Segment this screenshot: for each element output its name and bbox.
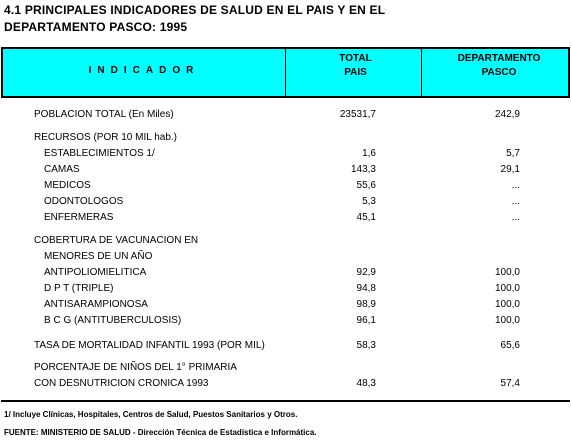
row-label: CON DESNUTRICION CRONICA 1993: [34, 378, 209, 389]
row-value-total-pais: 5,3: [362, 196, 376, 207]
table-row: [0, 210, 572, 226]
footnote-source: FUENTE: MINISTERIO DE SALUD - Dirección Técnica de Estadística e Informática.: [4, 428, 317, 437]
row-label: PORCENTAJE DE NIÑOS DEL 1° PRIMARIA: [34, 362, 237, 373]
table-row: [0, 233, 572, 249]
header-depto-line-1: DEPARTAMENTO: [457, 53, 541, 64]
row-label: B C G (ANTITUBERCULOSIS): [44, 315, 182, 326]
row-label: CAMAS: [44, 164, 80, 175]
row-value-pasco: 100,0: [494, 267, 520, 278]
row-value-total-pais: 98,9: [356, 299, 376, 310]
row-value-pasco: 29,1: [500, 164, 520, 175]
row-value-total-pais: 92,9: [356, 267, 376, 278]
header-departamento-label: [426, 52, 572, 80]
table-header: [1, 47, 570, 98]
row-value-pasco: 5,7: [506, 148, 520, 159]
footer-divider: [1, 400, 570, 402]
table-row: [0, 360, 572, 376]
table-row: [0, 178, 572, 194]
row-label: ENFERMERAS: [44, 212, 114, 223]
row-value-total-pais: 143,3: [350, 164, 376, 175]
header-total-label: [288, 52, 423, 80]
row-value-total-pais: 48,3: [356, 378, 376, 389]
row-label: ESTABLECIMIENTOS 1/: [44, 148, 155, 159]
table-row: [0, 194, 572, 210]
row-value-total-pais: 45,1: [356, 212, 376, 223]
row-label: D P T (TRIPLE): [44, 283, 114, 294]
row-value-total-pais: 96,1: [356, 315, 376, 326]
row-value-pasco: 57,4: [500, 378, 520, 389]
row-value-pasco: 100,0: [494, 299, 520, 310]
header-indicador-label: INDICADOR: [88, 65, 200, 76]
table-title: [4, 2, 564, 36]
row-value-pasco: 65,6: [500, 340, 520, 351]
row-label: MEDICOS: [44, 180, 91, 191]
row-value-pasco: ...: [511, 212, 520, 223]
row-value-pasco: ...: [511, 196, 520, 207]
row-value-pasco: ...: [511, 180, 520, 191]
row-label: TASA DE MORTALIDAD INFANTIL 1993 (POR MIL): [34, 340, 265, 351]
row-value-pasco: 100,0: [494, 283, 520, 294]
row-label: ANTIPOLIOMIELITICA: [44, 267, 147, 278]
header-total-cell: [286, 49, 422, 96]
table-row: [0, 265, 572, 281]
table-row: [0, 297, 572, 313]
title-line-1: 4.1 PRINCIPALES INDICADORES DE SALUD EN EL PAIS Y EN EL: [4, 3, 386, 17]
footnote-1: 1/ Incluye Clínicas, Hospitales, Centros de Salud, Puestos Sanitarios y Otros.: [4, 410, 298, 419]
header-departamento-cell: [422, 49, 568, 96]
header-total-line-1: TOTAL: [339, 53, 372, 64]
row-label: ANTISARAMPIONOSA: [44, 299, 148, 310]
table-row: [0, 338, 572, 354]
table-row: [0, 376, 572, 392]
row-value-total-pais: 1,6: [362, 148, 376, 159]
table-row: [0, 313, 572, 329]
row-value-pasco: 242,9: [494, 109, 520, 120]
table-row: [0, 281, 572, 297]
row-value-total-pais: 55,6: [356, 180, 376, 191]
row-label: MENORES DE UN AÑO: [44, 251, 153, 262]
table-row: [0, 146, 572, 162]
row-value-total-pais: 94,8: [356, 283, 376, 294]
row-label: POBLACION TOTAL (En Miles): [34, 109, 174, 120]
row-value-total-pais: 23531,7: [339, 109, 376, 120]
row-label: ODONTOLOGOS: [44, 196, 124, 207]
row-label: COBERTURA DE VACUNACION EN: [34, 235, 199, 246]
header-total-line-2: PAIS: [344, 67, 367, 78]
header-indicador-cell: [3, 49, 286, 96]
header-depto-line-2: PASCO: [481, 67, 517, 78]
table-row: [0, 130, 572, 146]
table-row: [0, 107, 572, 123]
table-row: [0, 249, 572, 265]
table-row: [0, 162, 572, 178]
row-label: RECURSOS (POR 10 MIL hab.): [34, 132, 178, 143]
row-value-pasco: 100,0: [494, 315, 520, 326]
row-value-total-pais: 58,3: [356, 340, 376, 351]
title-line-2: DEPARTAMENTO PASCO: 1995: [4, 20, 188, 34]
